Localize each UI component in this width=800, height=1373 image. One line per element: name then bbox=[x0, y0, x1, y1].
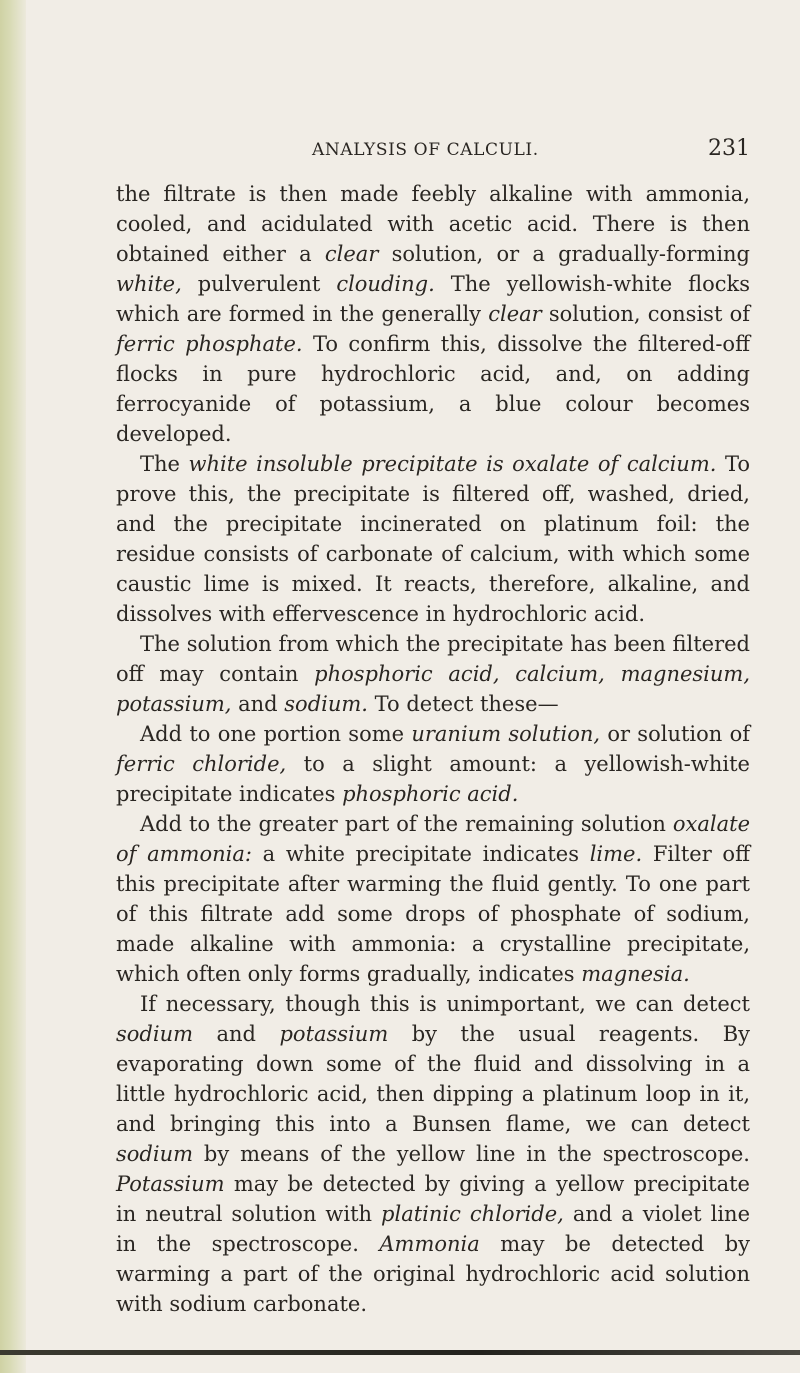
book-spine-edge bbox=[0, 0, 26, 1373]
italic-run: lime. bbox=[589, 842, 643, 866]
italic-run: sodium bbox=[116, 1142, 194, 1166]
paragraph bbox=[116, 449, 750, 629]
italic-run: white, bbox=[116, 272, 182, 296]
text-run: solution, consist of bbox=[541, 302, 750, 326]
text-run: may be detected by warming a part of the original hydrochloric acid solution with sodium carbonate. bbox=[116, 1232, 750, 1316]
paragraph bbox=[116, 719, 750, 809]
italic-run: magnesia. bbox=[581, 962, 690, 986]
italic-run: clear bbox=[324, 242, 379, 266]
text-run: to a slight amount: a yellowish-white precipitate indicates bbox=[116, 752, 750, 806]
running-head-title: ANALYSIS OF CALCULI. bbox=[312, 140, 539, 160]
italic-run: white insoluble precipitate is oxalate of calcium. bbox=[188, 452, 717, 476]
text-run: Add to the greater part of the remaining solution bbox=[140, 812, 673, 836]
italic-run: uranium solution, bbox=[411, 722, 601, 746]
text-run: To confirm this, dissolve the filtered-off flocks in pure hydrochloric acid, and, on adding ferrocyanide of potassium, a blue colour becomes developed. bbox=[116, 332, 750, 446]
italic-run: potassium bbox=[279, 1022, 389, 1046]
italic-run: phosphoric acid. bbox=[342, 782, 519, 806]
text-run: the filtrate is then made feebly alkaline with ammonia, cooled, and acidulated with acetic acid. There is then obtained either a bbox=[116, 182, 750, 266]
paragraph bbox=[116, 179, 750, 449]
paragraph bbox=[116, 989, 750, 1319]
text-run: and a violet line in the spectroscope. bbox=[116, 1202, 750, 1256]
italic-run: platinic chloride, bbox=[381, 1202, 564, 1226]
paragraph bbox=[116, 629, 750, 719]
text-run: solution, or a gradually-forming bbox=[378, 242, 750, 266]
italic-run: oxalate of ammonia: bbox=[116, 812, 750, 866]
italic-run: Ammonia bbox=[379, 1232, 480, 1256]
text-run: To prove this, the precipitate is filtered off, washed, dried, and the precipitate incinerated on platinum foil: the residue consists of carbonate of calcium, with which some caustic lime is mixed. It reacts, therefore, alkaline, and dissolves with effervescence in hydrochloric acid. bbox=[116, 452, 750, 626]
text-run: and bbox=[231, 692, 285, 716]
text-run: Add to one portion some bbox=[140, 722, 412, 746]
italic-run: ferric phosphate. bbox=[116, 332, 303, 356]
text-run: The bbox=[140, 452, 189, 476]
text-run: by means of the yellow line in the spectroscope. bbox=[193, 1142, 750, 1166]
body-text bbox=[116, 179, 750, 1319]
text-run: pulverulent bbox=[181, 272, 337, 296]
text-run: The solution from which the precipitate has been filtered off may contain bbox=[116, 632, 750, 686]
text-run: The yellowish-white flocks which are formed in the generally bbox=[116, 272, 751, 326]
bottom-shadow-rule bbox=[0, 1350, 800, 1355]
text-run: may be detected by giving a yellow precipitate in neutral solution with bbox=[116, 1172, 750, 1226]
text-run: and bbox=[193, 1022, 280, 1046]
text-run: If necessary, though this is unimportant, we can detect bbox=[140, 992, 750, 1016]
italic-run: ferric chloride, bbox=[116, 752, 287, 776]
paragraph bbox=[116, 809, 750, 989]
page-body bbox=[116, 136, 750, 1319]
page-number: 231 bbox=[708, 136, 750, 161]
italic-run: Potassium bbox=[116, 1172, 225, 1196]
text-run: by the usual reagents. By evaporating down some of the fluid and dissolving in a little hydrochloric acid, then dipping a platinum loop in it, and bringing this into a Bunsen flame, we can detect bbox=[116, 1022, 750, 1136]
text-run: To detect these— bbox=[367, 692, 559, 716]
text-run: or solution of bbox=[600, 722, 750, 746]
italic-run: clouding. bbox=[336, 272, 435, 296]
italic-run: sodium. bbox=[284, 692, 368, 716]
text-run: a white precipitate indicates bbox=[251, 842, 590, 866]
italic-run: clear bbox=[488, 302, 542, 326]
italic-run: phosphoric acid, calcium, magnesium, potassium, bbox=[116, 662, 751, 716]
italic-run: sodium bbox=[116, 1022, 194, 1046]
running-head bbox=[116, 136, 750, 161]
text-run: Filter off this precipitate after warming the fluid gently. To one part of this filtrate add some drops of phosphate of sodium, made alkaline with ammonia: a crystalline precipitate, which often only forms gradually, indicates bbox=[116, 842, 750, 986]
